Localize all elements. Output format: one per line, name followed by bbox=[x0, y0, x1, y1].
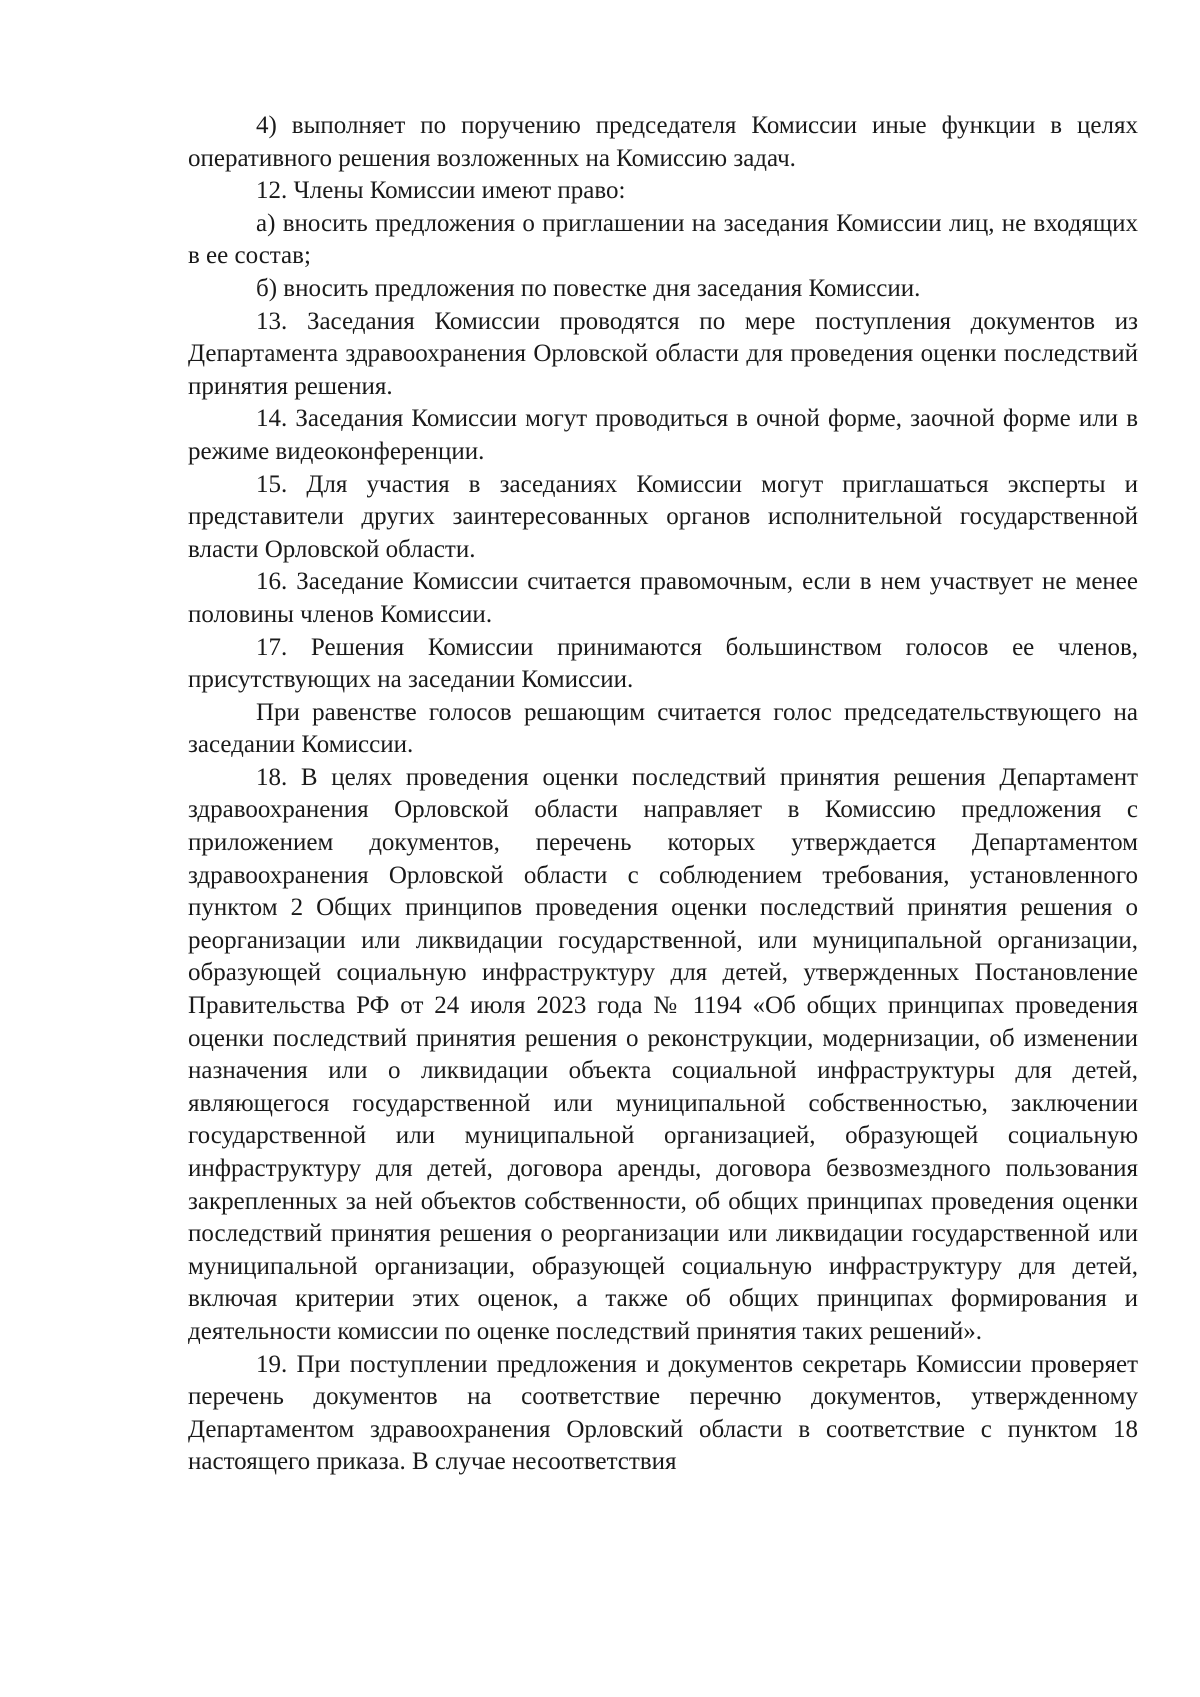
paragraph-15: 15. Для участия в заседаниях Комиссии могут приглашаться эксперты и представители других заинтересованных органов исполнительной государственной власти Орловской области. bbox=[188, 470, 1138, 563]
paragraph-17: 17. Решения Комиссии принимаются большинством голосов ее членов, присутствующих на заседании Комиссии. bbox=[188, 633, 1138, 694]
paragraph-12: 12. Члены Комиссии имеют право: bbox=[256, 177, 626, 205]
paragraph-16: 16. Заседание Комиссии считается правомочным, если в нем участвует не менее половины членов Комиссии. bbox=[188, 568, 1138, 628]
paragraph-19: 19. При поступлении предложения и документов секретарь Комиссии проверяет перечень документов на соответствие перечню документов, утвержденному Департаментом здравоохранения Орловский области в соответствие с пунктом 18 настоящего приказа. В случае несоответствия bbox=[188, 1350, 1138, 1476]
paragraph-17-tie: При равенстве голосов решающим считается голос председательствующего на заседании Комиссии. bbox=[188, 698, 1138, 759]
paragraph-13: 13. Заседания Комиссии проводятся по мере поступления документов из Департамента здравоохранения Орловской области для проведения оценки последствий принятия решения. bbox=[188, 307, 1138, 400]
paragraph-14: 14. Заседания Комиссии могут проводиться в очной форме, заочной форме или в режиме видеоконференции. bbox=[188, 405, 1138, 465]
document-page bbox=[188, 110, 1138, 1479]
paragraph-12a: а) вносить предложения о приглашении на заседания Комиссии лиц, не входящих в ее состав; bbox=[188, 209, 1138, 270]
paragraph-18: 18. В целях проведения оценки последствий принятия решения Департамент здравоохранения Орловской области направляет в Комиссию предложения с приложением документов, перечень которых утверждается Департаментом здравоохранения Орловской области с соблюдением требования, установленного пунктом 2 Общих принципов проведения оценки последствий принятия решения о реорганизации или ликвидации государственной, или муниципальной организации, образующей социальную инфраструктуру для детей, утвержденных Постановление Правительства РФ от 24 июля 2023 года № 1194 «Об общих принципах проведения оценки последствий принятия решения о реконструкции, модернизации, об изменении назначения или о ликвидации объекта социальной инфраструктуры для детей, являющегося государственной или муниципальной собственностью, заключении государственной или муниципальной организацией, образующей социальную инфраструктуру для детей, договора аренды, договора безвозмездного пользования закрепленных за ней объектов собственности, об общих принципах проведения оценки последствий принятия решения о реорганизации или ликвидации государственной или муниципальной организации, образующей социальную инфраструктуру для детей, включая критерии этих оценок, а также об общих принципах формирования и деятельности комиссии по оценке последствий принятия таких решений». bbox=[188, 763, 1138, 1345]
paragraph-12b: б) вносить предложения по повестке дня заседания Комиссии. bbox=[256, 274, 921, 302]
paragraph-item-4: 4) выполняет по поручению председателя Комиссии иные функции в целях оперативного решения возложенных на Комиссию задач. bbox=[188, 112, 1138, 172]
